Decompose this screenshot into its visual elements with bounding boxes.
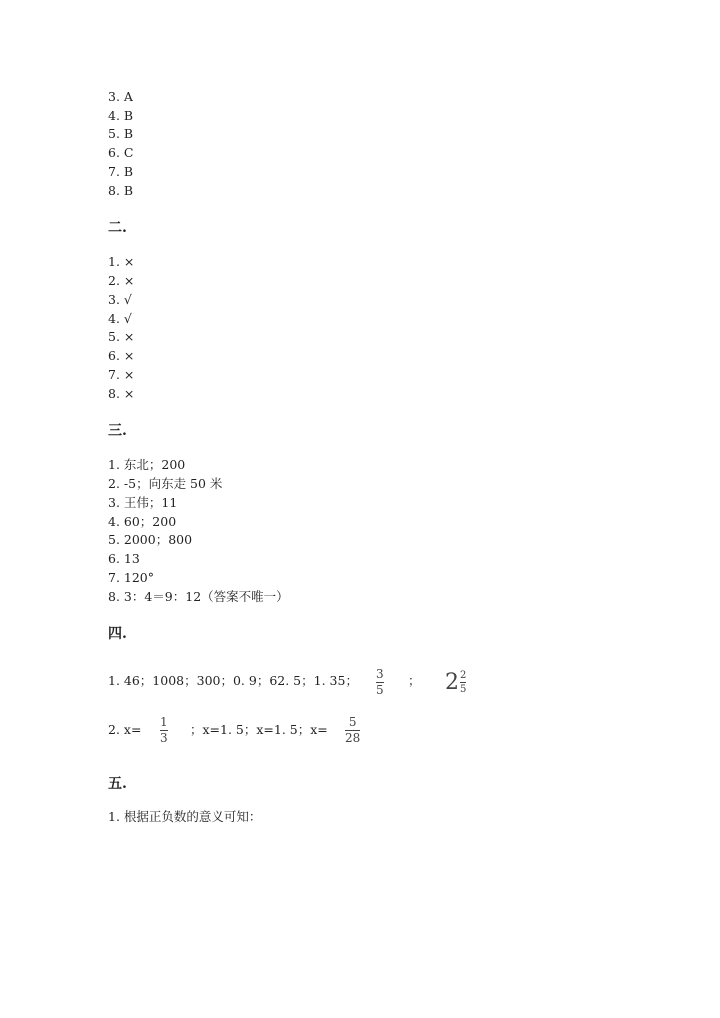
fraction-denominator: 28 [345, 731, 361, 745]
answer-line: 6. 13 [108, 551, 140, 566]
mixed-whole: 2 [445, 669, 459, 695]
answer-line: 7. B [108, 164, 134, 179]
section-heading-5: 五. [108, 776, 127, 792]
fraction-numerator: 3 [376, 667, 384, 681]
answer-line-q1: 1. 46；1008；300；0. 9；62. 5；1. 35； [108, 673, 358, 688]
answer-line: 7. × [108, 367, 135, 382]
fraction-3-5 [376, 668, 384, 697]
answer-line: 6. C [108, 145, 134, 160]
mixed-number [445, 670, 466, 695]
answer-line-q2: 2. x= [108, 722, 142, 737]
fraction-5-28 [345, 716, 360, 745]
section-heading-4: 四. [108, 626, 127, 642]
separator: ； [408, 673, 421, 688]
answer-line: 8. B [108, 183, 134, 198]
fraction-denominator: 5 [460, 684, 467, 695]
answer-line: 3. A [108, 89, 133, 104]
answer-line: 4. B [108, 108, 134, 123]
fraction-numerator: 1 [160, 715, 168, 729]
answer-line: 5. B [108, 126, 134, 141]
answer-line: 8. 3：4＝9：12（答案不唯一） [108, 589, 289, 604]
mixed-fraction [460, 670, 466, 695]
answer-line: 3. √ [108, 292, 132, 307]
fraction-denominator: 3 [160, 731, 168, 745]
answer-line: 3. 王伟；11 [108, 495, 178, 510]
answer-line: 2. × [108, 273, 135, 288]
answer-line-q2-middle: ；x=1. 5；x=1. 5；x= [190, 722, 328, 737]
answer-line: 1. 东北；200 [108, 457, 186, 472]
answer-line: 5. × [108, 329, 135, 344]
fraction-denominator: 5 [376, 683, 384, 697]
fraction-numerator: 2 [460, 670, 467, 681]
answer-line: 4. 60；200 [108, 514, 177, 529]
answer-line: 2. -5；向东走 50 米 [108, 476, 223, 491]
answer-line: 1. 根据正负数的意义可知： [108, 809, 262, 824]
answer-line: 5. 2000；800 [108, 532, 193, 547]
section-heading-3: 三. [108, 423, 127, 439]
answer-line: 6. × [108, 348, 135, 363]
fraction-bar [460, 682, 466, 683]
answer-line: 1. × [108, 254, 135, 269]
section-heading-2: 二. [108, 220, 127, 236]
fraction-numerator: 5 [348, 715, 357, 729]
fraction-1-3 [160, 716, 168, 745]
answer-line: 7. 120° [108, 570, 155, 585]
answer-line: 4. √ [108, 311, 132, 326]
answer-line: 8. × [108, 386, 135, 401]
